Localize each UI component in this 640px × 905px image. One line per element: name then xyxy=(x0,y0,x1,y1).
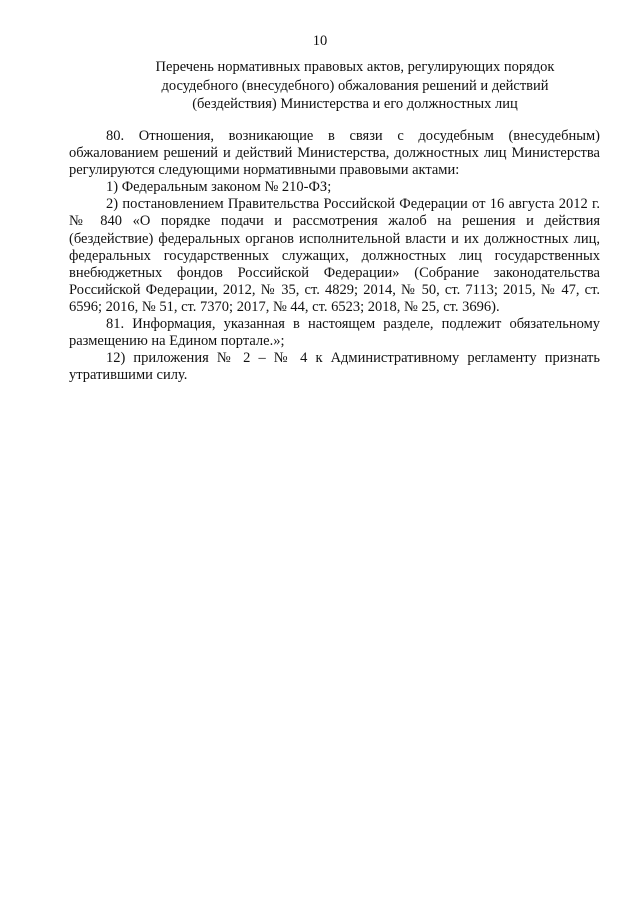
paragraph-item-2: 2) постановлением Правительства Российской Федерации от 16 августа 2012 г. № 840 «О порядке подачи и рассмотрения жалоб на решения и действия (бездействие) федеральных органов исполнительной власти и их должностных лиц, федеральных государственных служащих, должностных лиц государственных внебюджетных фондов Российской Федерации» (Собрание законодательства Российской Федерации, 2012, № 35, ст. 4829; 2014, № 50, ст. 7113; 2015, № 47, ст. 6596; 2016, № 51, ст. 7370; 2017, № 44, ст. 6523; 2018, № 25, ст. 3696). xyxy=(69,196,600,315)
section-heading xyxy=(130,58,580,114)
heading-line-3: (бездействия) Министерства и его должностных лиц xyxy=(192,96,518,113)
heading-line-2: досудебного (внесудебного) обжалования решений и действий xyxy=(161,77,549,94)
paragraph-item-1: 1) Федеральным законом № 210-ФЗ; xyxy=(106,179,332,196)
document-body xyxy=(69,128,600,384)
heading-line-1: Перечень нормативных правовых актов, регулирующих порядок xyxy=(155,59,555,75)
paragraph-81: 81. Информация, указанная в настоящем разделе, подлежит обязательному размещению на Едином портале.»; xyxy=(69,316,600,350)
paragraph-item-12: 12) приложения № 2 – № 4 к Административному регламенту признать утратившими силу. xyxy=(69,350,600,384)
paragraph-80: 80. Отношения, возникающие в связи с досудебным (внесудебным) обжалованием решений и действий Министерства, должностных лиц Министерства регулируются следующими нормативными правовыми актами: xyxy=(69,128,600,179)
page-number: 10 xyxy=(312,33,328,49)
